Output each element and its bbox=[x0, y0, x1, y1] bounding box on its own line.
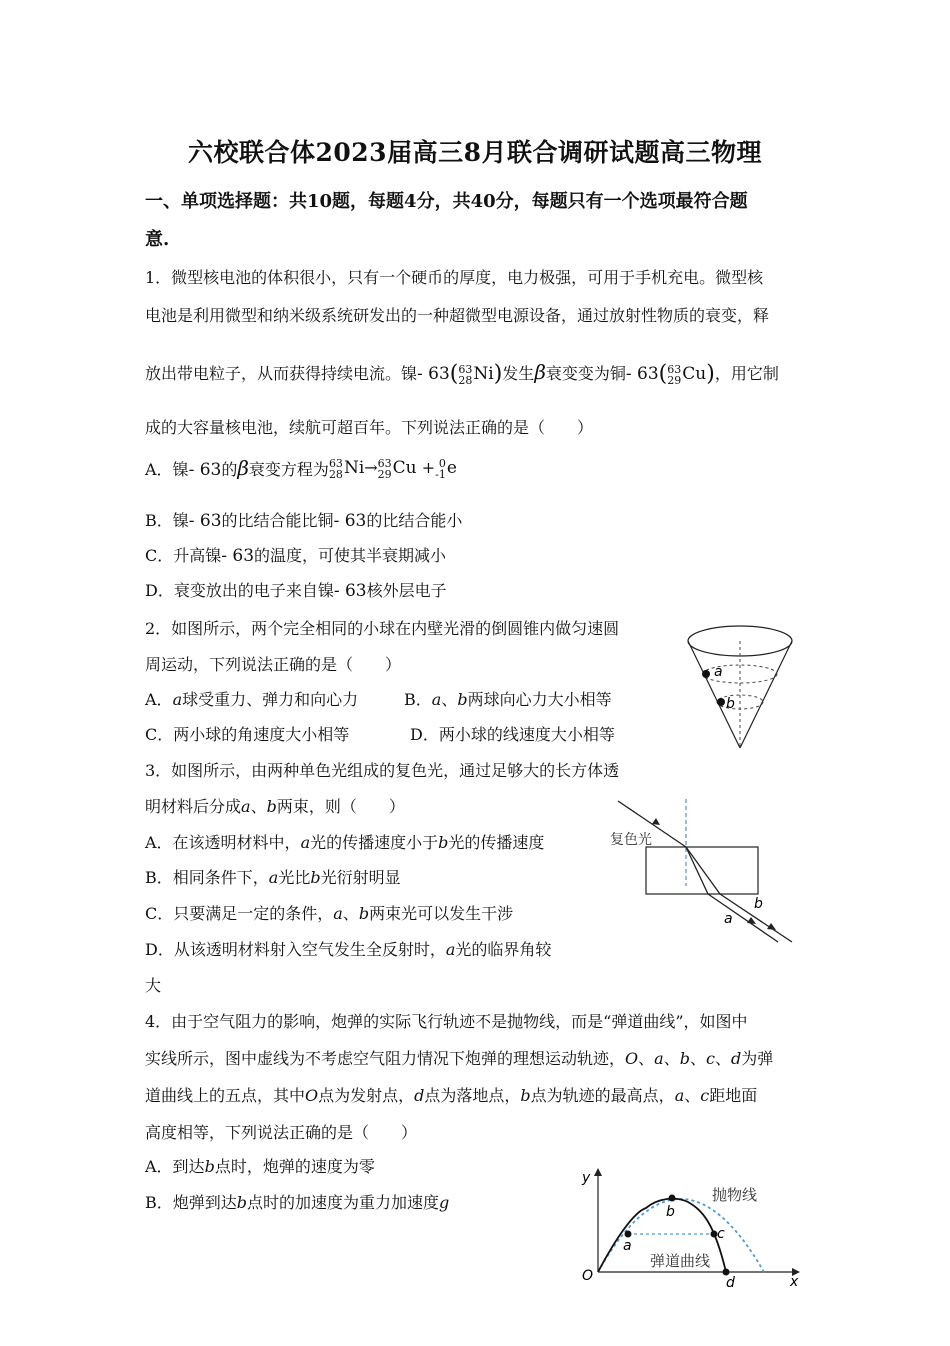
q3-option-d bbox=[145, 940, 551, 960]
q3-l2-text-2: 两束，则（ ） bbox=[276, 797, 405, 816]
q1-line3-text-a: 放出带电粒子，从而获得持续电流。镍 bbox=[145, 364, 418, 383]
q1-a-text-3: 衰变方程为 bbox=[248, 460, 329, 479]
q2-b-ball-a: a bbox=[431, 690, 442, 709]
q3-c-text-2: 两束光可以发生干涉 bbox=[369, 904, 514, 923]
q4-l2-a: a bbox=[654, 1049, 664, 1068]
page-title: 六校联合体2023届高三8月联合调研试题高三物理 bbox=[188, 138, 762, 167]
q4-line4: 高度相等，下列说法正确的是（ ） bbox=[145, 1123, 418, 1142]
q1-b-text-2: 的比结合能比铜 bbox=[221, 511, 334, 530]
q1-a-eq-cu-mass: 63 bbox=[377, 457, 392, 470]
ball-b bbox=[717, 698, 725, 706]
q4-b-text-2: 点时的加速度为重力加速度 bbox=[247, 1193, 440, 1212]
q2-a-text: 球受重力、弹力和向心力 bbox=[182, 690, 359, 709]
x-axis-label: x bbox=[790, 1274, 799, 1290]
q3-a-text-2: 光的传播速度小于 bbox=[310, 833, 439, 852]
cu-label: - 63 bbox=[625, 364, 659, 384]
cu-symbol: Cu bbox=[682, 364, 707, 384]
q2-a-label: A． bbox=[145, 690, 173, 709]
q3-b-text-2: 光比 bbox=[278, 868, 311, 887]
point-a bbox=[625, 1231, 632, 1238]
ballistic-label: 弹道曲线 bbox=[650, 1252, 711, 1270]
q3-b-a: a bbox=[268, 868, 279, 887]
refracted-ray-a bbox=[686, 847, 708, 894]
prism-figure bbox=[606, 796, 800, 948]
q4-a-text-2: 点时，炮弹的速度为零 bbox=[214, 1157, 375, 1176]
q4-l3-text-4: 点为轨迹的最高点， bbox=[530, 1086, 675, 1105]
q4-b-text-1: B．炮弹到达 bbox=[145, 1193, 237, 1212]
beta-symbol: β bbox=[534, 360, 546, 384]
cu-mass-number: 63 bbox=[667, 362, 682, 376]
section-heading-line2: 意. bbox=[145, 229, 170, 250]
ni-paren-open: ( bbox=[449, 361, 459, 387]
q4-l3-text-5: 距地面 bbox=[709, 1086, 758, 1105]
q2-a-ball: a bbox=[172, 690, 183, 709]
transparent-block bbox=[646, 847, 758, 894]
q1-a-eq-e-top: 0 bbox=[438, 457, 446, 470]
q1-line3-text-c: 衰变变为铜 bbox=[545, 364, 626, 383]
q4-l3-a: a bbox=[674, 1086, 685, 1105]
point-d-label: d bbox=[726, 1275, 735, 1291]
q4-line3 bbox=[145, 1086, 757, 1106]
q4-l3-b: b bbox=[520, 1086, 531, 1105]
q4-l2-sep3: 、 bbox=[689, 1049, 706, 1068]
q3-d-a: a bbox=[445, 940, 456, 959]
q4-l3-text-1: 道曲线上的五点，其中 bbox=[145, 1086, 306, 1105]
q4-line2 bbox=[145, 1049, 773, 1069]
q4-option-b bbox=[145, 1193, 449, 1213]
q4-l2-end: 为弹 bbox=[741, 1049, 774, 1068]
trajectory-figure bbox=[576, 1162, 804, 1292]
q1-line3 bbox=[145, 362, 779, 386]
q4-l2-sep4: 、 bbox=[714, 1049, 731, 1068]
ni-atomic-number: 28 bbox=[458, 373, 473, 387]
cone-figure bbox=[684, 622, 802, 752]
q1-a-eq-plus: + bbox=[421, 458, 436, 477]
q2-option-b bbox=[404, 690, 612, 710]
q1-line4: 成的大容量核电池，续航可超百年。下列说法正确的是（ ） bbox=[145, 418, 594, 437]
q1-option-d bbox=[145, 581, 447, 601]
q2-option-a bbox=[145, 690, 358, 710]
cone-left-edge bbox=[688, 641, 740, 748]
point-b-label: b bbox=[666, 1204, 675, 1220]
q3-a-text-3: 光的传播速度 bbox=[448, 833, 545, 852]
q1-a-eq-e-numbers bbox=[435, 458, 446, 480]
q4-l2-c: c bbox=[705, 1049, 715, 1068]
q4-b-b: b bbox=[236, 1193, 248, 1212]
exit-ray-a bbox=[708, 894, 778, 942]
q3-a-b: b bbox=[438, 833, 449, 852]
cu-paren-close: ) bbox=[706, 361, 715, 387]
q1-a-eq-cu-numbers bbox=[378, 458, 392, 480]
q3-a-a: a bbox=[300, 833, 311, 852]
q1-a-eq-e: e bbox=[446, 458, 457, 478]
point-c-label: c bbox=[717, 1226, 725, 1242]
q1-a-eq-ni-mass: 63 bbox=[328, 457, 343, 470]
q4-l2-text: 实线所示，图中虚线为不考虑空气阻力情况下炮弹的理想运动轨迹， bbox=[145, 1049, 626, 1068]
q3-c-b: b bbox=[358, 904, 370, 923]
q2-b-text: 两球向心力大小相等 bbox=[467, 690, 612, 709]
q1-d-text-1: D．衰变放出的电子来自镍 bbox=[145, 581, 334, 600]
y-axis-label: y bbox=[582, 1170, 591, 1186]
q3-l2-b: b bbox=[266, 797, 277, 816]
q2-option-d: D．两小球的线速度大小相等 bbox=[410, 725, 615, 744]
q1-a-text-1: A．镍 bbox=[145, 460, 189, 479]
q3-option-d-line2: 大 bbox=[145, 976, 162, 995]
q2-line2: 周运动，下列说法正确的是（ ） bbox=[145, 655, 402, 674]
q1-d-ni-label: - 63 bbox=[333, 581, 367, 601]
q1-a-eq-arrow: → bbox=[364, 458, 378, 477]
q3-line2 bbox=[145, 797, 405, 817]
q1-line2: 电池是利用微型和纳米级系统研发出的一种超微型电源设备，通过放射性物质的衰变，释 bbox=[145, 306, 770, 325]
q3-b-text-1: B．相同条件下， bbox=[145, 868, 269, 887]
q1-a-ni-label: - 63 bbox=[188, 460, 222, 480]
q4-l2-d: d bbox=[730, 1049, 742, 1068]
q4-l2-sep1: 、 bbox=[638, 1049, 655, 1068]
q3-l2-a: a bbox=[241, 797, 251, 816]
q1-b-text-3: 的比结合能小 bbox=[366, 511, 463, 530]
q1-a-eq-cu: Cu bbox=[392, 458, 417, 478]
point-b bbox=[669, 1195, 676, 1202]
q2-b-ball-b: b bbox=[457, 690, 468, 709]
ray-a-arrow bbox=[747, 917, 756, 924]
q3-d-text-1: D．从该透明材料射入空气发生全反射时， bbox=[145, 940, 446, 959]
q3-option-c bbox=[145, 904, 513, 924]
q1-a-text-2: 的 bbox=[221, 460, 238, 479]
q1-a-eq-cu-z: 29 bbox=[377, 468, 392, 481]
q1-a-beta-symbol: β bbox=[237, 456, 249, 480]
composite-light-label: 复色光 bbox=[610, 832, 652, 848]
q3-c-a: a bbox=[333, 904, 343, 923]
q4-option-a bbox=[145, 1157, 375, 1177]
q1-line3-text-b: 发生 bbox=[502, 364, 535, 383]
q3-c-text-1: C．只要满足一定的条件， bbox=[145, 904, 334, 923]
q3-b-text-3: 光衍射明显 bbox=[320, 868, 401, 887]
q2-line1: 2．如图所示，两个完全相同的小球在内壁光滑的倒圆锥内做匀速圆 bbox=[145, 619, 620, 638]
cu-paren-open: ( bbox=[658, 361, 668, 387]
q1-b-cu-label: - 63 bbox=[333, 511, 367, 531]
q1-option-a bbox=[145, 458, 457, 480]
point-a-label: a bbox=[623, 1238, 632, 1254]
q3-b-b: b bbox=[310, 868, 321, 887]
q2-option-c: C．两小球的角速度大小相等 bbox=[145, 725, 350, 744]
q4-l3-text-3: 点为落地点， bbox=[424, 1086, 521, 1105]
q4-l3-d: d bbox=[414, 1086, 425, 1105]
q1-b-ni-label: - 63 bbox=[188, 511, 222, 531]
refracted-ray-b bbox=[686, 847, 720, 894]
y-axis-arrow bbox=[594, 1168, 602, 1176]
q1-a-eq-ni: Ni bbox=[343, 458, 365, 478]
q1-a-eq-e-bot: -1 bbox=[435, 468, 446, 481]
ni-symbol: Ni bbox=[473, 364, 494, 384]
cone-right-edge bbox=[740, 641, 792, 748]
parabola-label: 抛物线 bbox=[712, 1186, 758, 1204]
q1-option-c bbox=[145, 546, 446, 566]
q4-line1: 4．由于空气阻力的影响，炮弹的实际飞行轨迹不是抛物线，而是“弹道曲线”，如图中 bbox=[145, 1012, 748, 1031]
q1-a-eq-ni-z: 28 bbox=[328, 468, 343, 481]
q3-option-a bbox=[145, 833, 544, 853]
ni-isotope-numbers bbox=[458, 364, 472, 386]
q1-d-text-2: 核外层电子 bbox=[366, 581, 447, 600]
section-heading-line1: 一、单项选择题：共10题，每题4分，共40分，每题只有一个选项最符合题 bbox=[145, 191, 748, 212]
q4-l3-O: O bbox=[305, 1086, 319, 1105]
ray-b-label: b bbox=[754, 896, 763, 912]
q4-a-b: b bbox=[204, 1157, 215, 1176]
ni-mass-number: 63 bbox=[458, 362, 473, 376]
q3-c-sep: 、 bbox=[342, 904, 359, 923]
q4-l2-sep2: 、 bbox=[663, 1049, 680, 1068]
q2-b-sep: 、 bbox=[441, 690, 458, 709]
q3-a-text-1: A．在该透明材料中， bbox=[145, 833, 301, 852]
q3-option-b bbox=[145, 868, 401, 888]
ni-paren-close: ) bbox=[493, 361, 503, 387]
q1-line1: 1．微型核电池的体积很小，只有一个硬币的厚度，电力极强，可用于手机充电。微型核 bbox=[145, 268, 764, 287]
q4-a-text-1: A．到达 bbox=[145, 1157, 205, 1176]
q3-d-text-2: 光的临界角较 bbox=[455, 940, 552, 959]
q4-b-g: g bbox=[439, 1193, 450, 1212]
ray-a-label: a bbox=[724, 911, 733, 927]
q1-b-text-1: B．镍 bbox=[145, 511, 189, 530]
origin-label: O bbox=[582, 1268, 594, 1284]
ball-a-label: a bbox=[714, 664, 723, 680]
q3-l2-text-1: 明材料后分成 bbox=[145, 797, 242, 816]
q4-l3-sep: 、 bbox=[684, 1086, 701, 1105]
cu-isotope-numbers bbox=[667, 364, 681, 386]
q1-a-eq-ni-numbers bbox=[329, 458, 343, 480]
ball-a bbox=[702, 670, 710, 678]
q3-line1: 3．如图所示，由两种单色光组成的复色光，通过足够大的长方体透 bbox=[145, 761, 620, 780]
q4-l3-text-2: 点为发射点， bbox=[318, 1086, 415, 1105]
q1-line3-text-d: ，用它制 bbox=[714, 364, 779, 383]
q3-l2-sep: 、 bbox=[250, 797, 267, 816]
cu-atomic-number: 29 bbox=[667, 373, 682, 387]
q4-l2-b: b bbox=[679, 1049, 690, 1068]
q4-l2-O: O bbox=[625, 1049, 639, 1068]
q1-c-text-2: 的温度，可使其半衰期减小 bbox=[254, 546, 447, 565]
q2-b-label: B． bbox=[404, 690, 432, 709]
ball-b-label: b bbox=[726, 696, 735, 712]
q4-l3-c: c bbox=[700, 1086, 710, 1105]
q1-option-b bbox=[145, 511, 462, 531]
q1-c-ni-label: - 63 bbox=[221, 546, 255, 566]
ni-label: - 63 bbox=[417, 364, 450, 384]
q1-c-text-1: C．升高镍 bbox=[145, 546, 222, 565]
incident-arrow bbox=[652, 818, 660, 825]
